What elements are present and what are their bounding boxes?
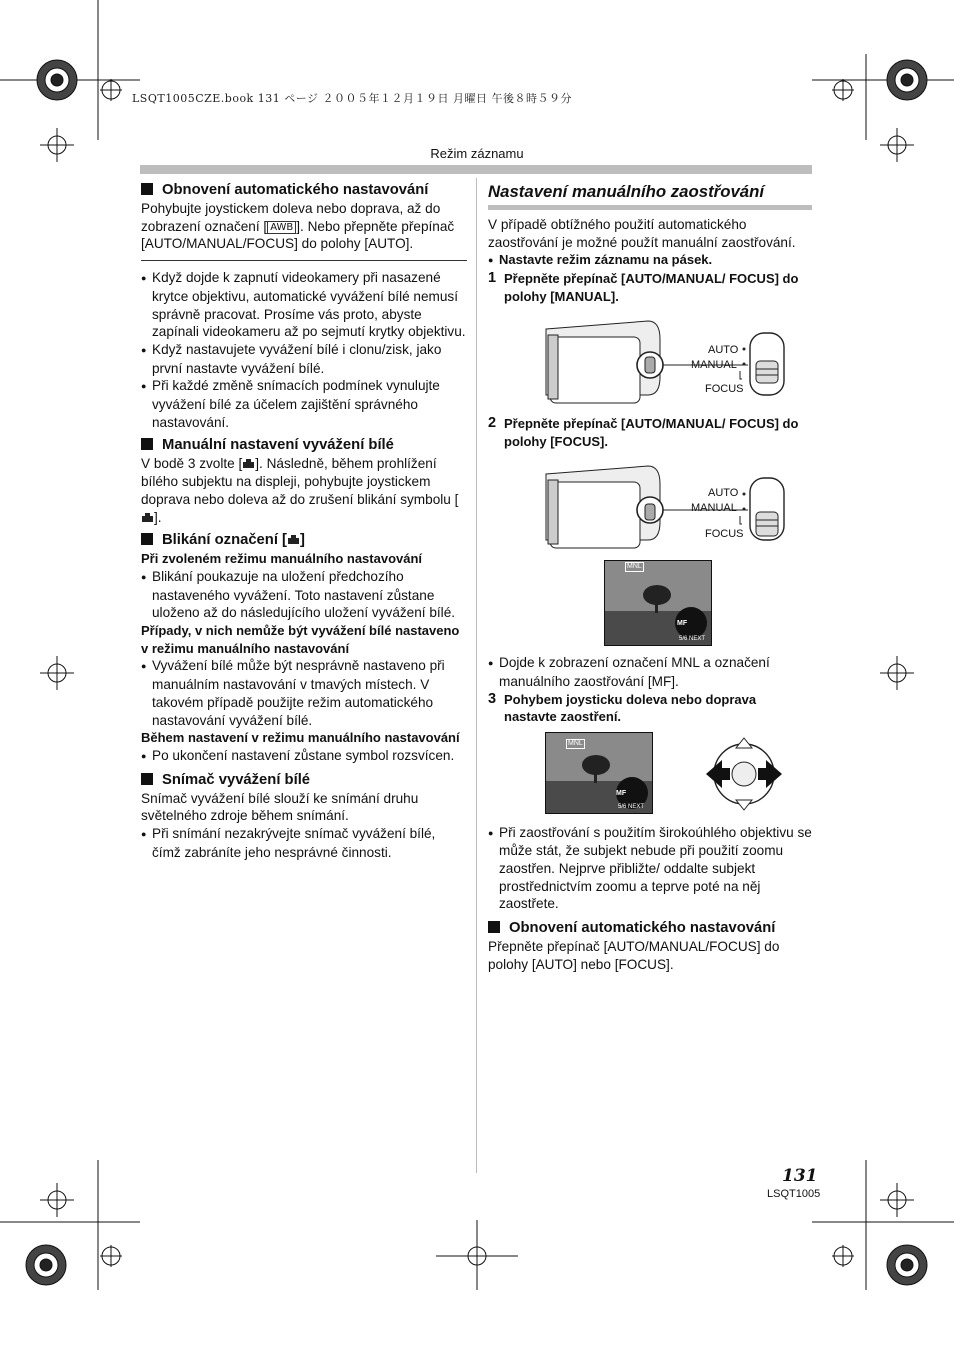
note-item: ● Při zaostřování s použitím širokoúhlého objektivu se může stát, že subjekt nebude při použití zoomu zaostřen. Nejprve přibližte/ oddalte subjekt prostřednictvím zoomu a teprve poté na něj zaostřete. [488,824,812,914]
right-column [488,181,812,973]
mnl-label: MNL [627,563,642,571]
switch-label-focus: FOCUS [705,383,744,396]
note-item: ● Při každé změně snímacích podmínek vynulujte vyvážení bílé za účelem zajištění správného nastavování. [141,377,467,431]
section-heading: Blikání označení [ ] [141,531,467,550]
paragraph: Přepněte přepínač [AUTO/MANUAL/FOCUS] do polohy [AUTO] nebo [FOCUS]. [488,939,780,972]
square-bullet-icon [141,773,153,785]
next-label: 5/6 NEXT [679,636,706,643]
note-item: ● Po ukončení nastavení zůstane symbol rozsvícen. [141,747,467,766]
camera-switch-illustration [488,309,812,413]
step-1: 1 Přepněte přepínač [AUTO/MANUAL/ FOCUS] do polohy [MANUAL]. [488,270,799,304]
section-title: Nastavení manuálního zaostřování [488,182,765,201]
running-head: Režim záznamu [430,146,524,161]
switch-label-manual: MANUAL [691,359,737,372]
print-header: LSQT1005CZE.book 131 ページ ２００５年１２月１９日 月曜日 午後８時５９分 [132,92,572,105]
subheading: Případy, v nich nemůže být vyvážení bílé nastaveno v režimu manuálního nastavování [141,623,460,656]
square-bullet-icon [141,438,153,450]
top-bar [140,165,812,174]
subheading: Během nastavení v režimu manuálního nastavování [141,730,460,746]
square-bullet-icon [488,921,500,933]
focus-adjust-illustration [488,732,812,816]
left-column [141,181,467,862]
note-item: ● Dojde k zobrazení označení MNL a označení manuálního zaostřování [MF]. [488,654,812,690]
switch-label-auto: AUTO [708,487,739,500]
note-item: ● Vyvážení bílé může být nesprávně nastaveno při manuálním nastavování v tmavých místech. V takovém případě použijte režim automatického nastavování vyvážení bílé. [141,657,467,729]
paragraph: V případě obtížného použití automatického zaostřování je možné použít manuální zaostřování. [488,217,796,250]
awb-icon: AWB [267,221,296,234]
divider [141,260,467,261]
note-item: ● Když nastavujete vyvážení bílé i clonu/zisk, jako první nastavte vyvážení bílé. [141,341,467,377]
title-bar [488,205,812,210]
subheading: Při zvoleném režimu manuálního nastavování [141,551,423,567]
prerequisite: ● Nastavte režim záznamu na pásek. [488,251,812,270]
section-heading: Snímač vyvážení bílé [141,771,467,790]
mnl-label: MNL [568,739,583,747]
section-heading: Manuální nastavení vyvážení bílé [141,436,467,455]
white-balance-icon [141,512,154,523]
square-bullet-icon [141,183,153,195]
joystick-left-right-icon [704,734,784,814]
lcd-screen-image [545,732,653,814]
white-balance-icon [287,534,300,545]
page-number: 131 [782,1166,818,1186]
model-code: LSQT1005 [767,1188,821,1200]
camcorder-focus-icon [488,454,812,558]
step-3: 3 Pohybem joysticku doleva nebo doprava nastavte zaostření. [488,690,757,725]
step-2: 2 Přepněte přepínač [AUTO/MANUAL/ FOCUS] do polohy [FOCUS]. [488,415,799,449]
note-item: ● Při snímání nezakrývejte snímač vyvážení bílé, čímž zabráníte jeho nesprávné činnosti. [141,825,467,861]
mf-label: MF [677,620,688,628]
mf-label: MF [616,789,627,797]
camcorder-manual-icon [488,309,812,413]
next-label: 5/6 NEXT [618,803,645,810]
switch-label-focus: FOCUS [705,528,744,541]
white-balance-icon [242,458,255,469]
paragraph: V bodě 3 zvolte [ ]. Následně, během prohlížení bílého subjektu na displeji, pohybujte joystickem doprava nebo doleva až do zrušení blikání symbolu []. [141,456,459,525]
paragraph: Pohybujte joystickem doleva nebo doprava, až do zobrazení označení [ AWB ]. Nebo přepněte přepínač [AUTO/MANUAL/FOCUS] do polohy [AUTO]. [141,201,455,252]
paragraph: Snímač vyvážení bílé slouží ke snímání druhu světelného zdroje během snímání. [141,790,419,824]
note-item: ● Když dojde k zapnutí videokamery při nasazené krytce objektivu, automatické vyvážení bílé nemusí správně pracovat. Prosíme vás proto, abyste zapínali videokameru až po sejmutí krytky objektivu. [141,269,467,341]
lcd-screen-image [604,560,712,646]
section-heading: Obnovení automatického nastavování [488,919,812,938]
switch-label-auto: AUTO [708,344,739,357]
camera-switch-illustration [488,454,812,558]
section-heading: Obnovení automatického nastavování [141,181,467,200]
note-item: ● Blikání poukazuje na uložení předchozího nastaveného vyvážení. Toto nastavení zůstane uloženo až do následujícího uložení vyvážení bílé. [141,568,467,622]
switch-label-manual: MANUAL [691,502,737,515]
column-divider [476,178,477,1173]
square-bullet-icon [141,533,153,545]
